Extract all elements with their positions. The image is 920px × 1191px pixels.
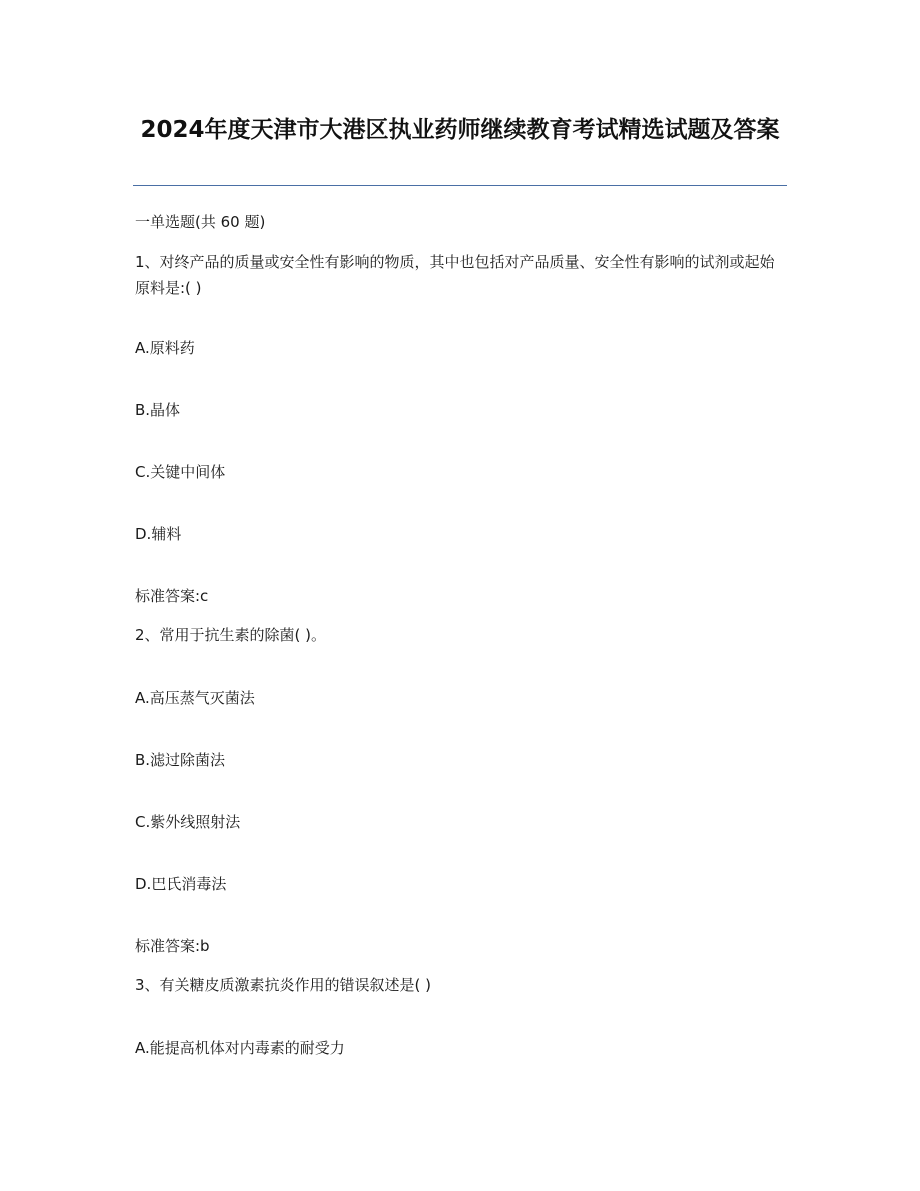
answer-label: 标准答案:b bbox=[135, 937, 210, 955]
section-heading: 一单选题(共 60 题) bbox=[135, 213, 266, 231]
option-a: A.高压蒸气灭菌法 bbox=[135, 689, 255, 707]
option-c: C.紫外线照射法 bbox=[135, 813, 241, 831]
document-title: 2024年度天津市大港区执业药师继续教育考试精选试题及答案 bbox=[140, 117, 780, 143]
option-b: B.晶体 bbox=[135, 401, 181, 419]
question-stem: 2、常用于抗生素的除菌( )。 bbox=[135, 626, 327, 644]
option-c: C.关键中间体 bbox=[135, 463, 226, 481]
option-a: A.能提高机体对内毒素的耐受力 bbox=[135, 1039, 345, 1057]
option-d: D.巴氏消毒法 bbox=[135, 875, 227, 893]
answer-label: 标准答案:c bbox=[135, 587, 209, 605]
option-a: A.原料药 bbox=[135, 339, 195, 357]
option-b: B.滤过除菌法 bbox=[135, 751, 226, 769]
title-divider bbox=[133, 185, 787, 186]
option-d: D.辅料 bbox=[135, 525, 182, 543]
question-stem: 1、对终产品的质量或安全性有影响的物质，其中也包括对产品质量、安全性有影响的试剂或起始原料是:( ) bbox=[135, 253, 775, 297]
question-stem: 3、有关糖皮质激素抗炎作用的错误叙述是( ) bbox=[135, 976, 432, 994]
